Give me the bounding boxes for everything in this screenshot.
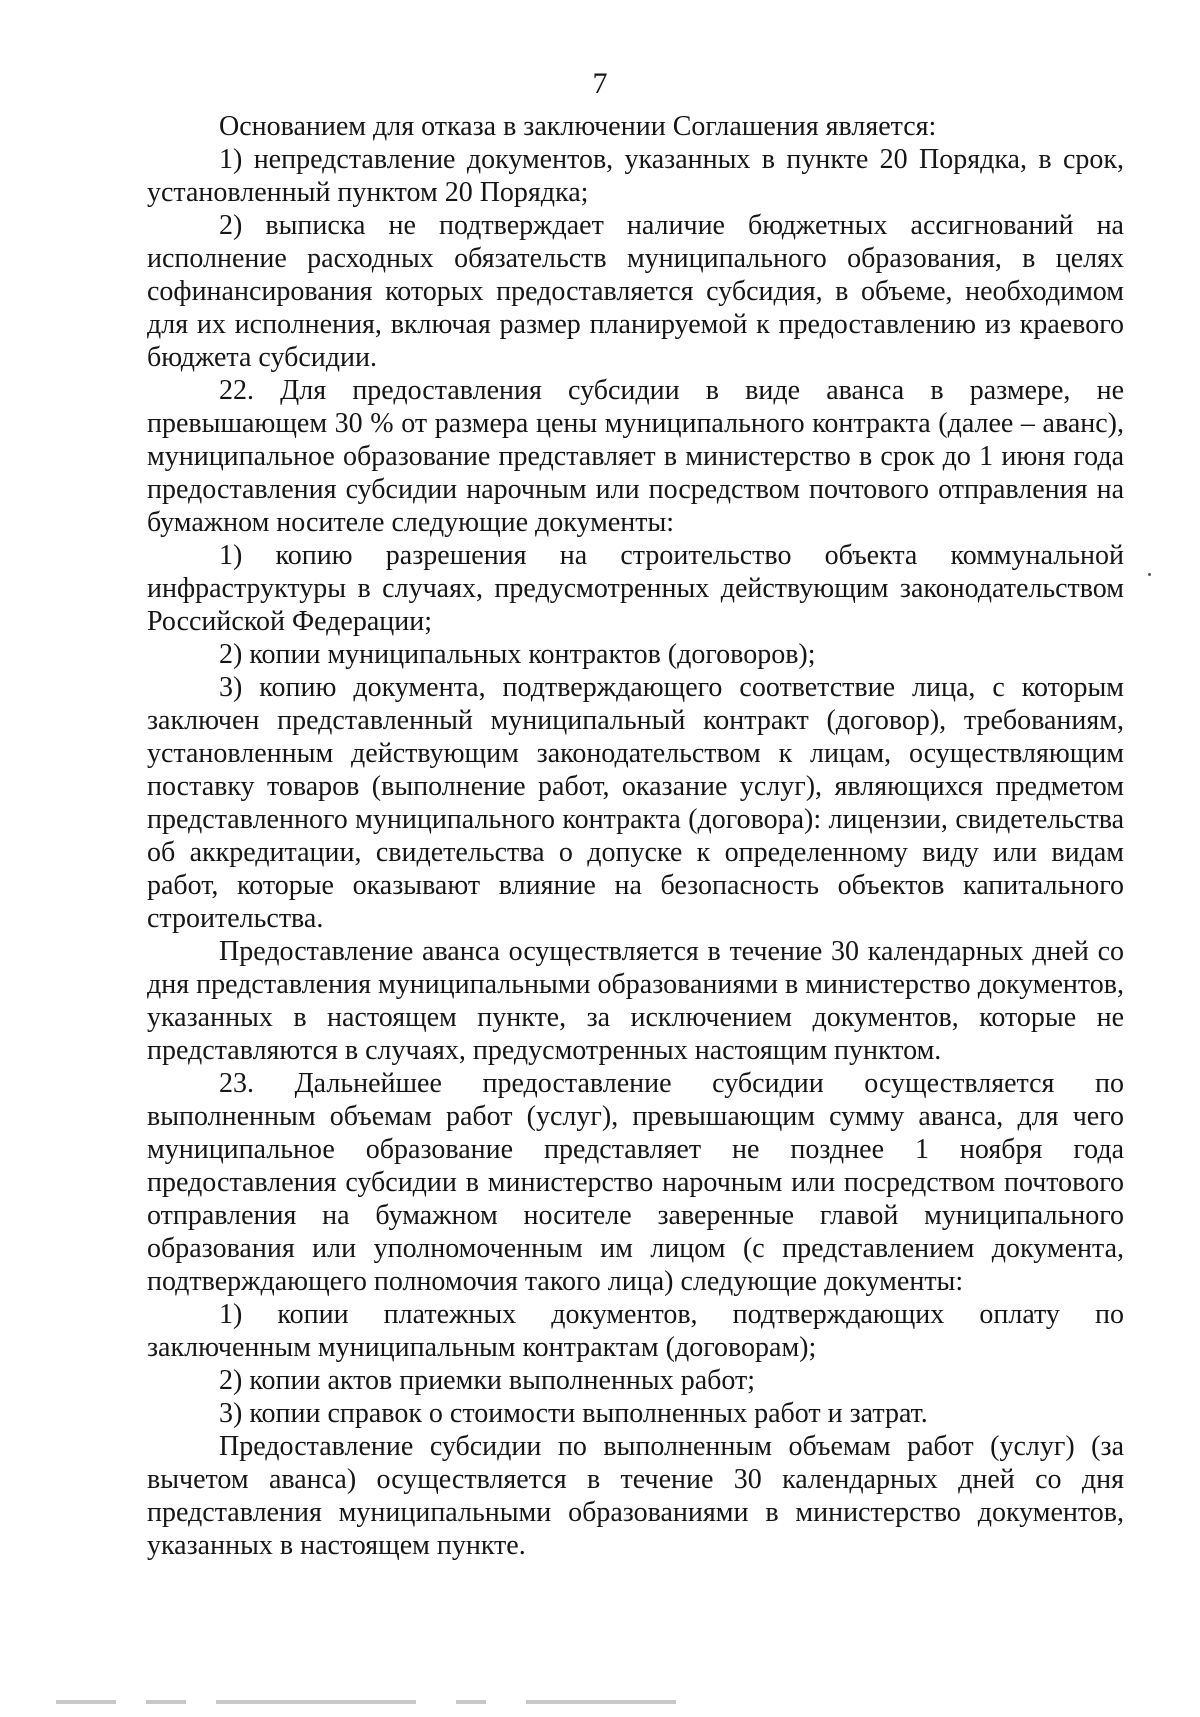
scan-edge-marks [56,1700,716,1706]
paragraph-clause-22-item-3: 3) копию документа, подтверждающего соответствие лица, с которым заключен представленный муниципальный контракт (договор), требованиям, установленным действующим законодательством к лицам, осуществляющим поставку товаров (выполнение работ, оказание услуг), являющихся предметом представленного муниципального контракта (договора): лицензии, свидетельства об аккредитации, свидетельства о допуске к определенному виду или видам работ, которые оказывают влияние на безопасность объектов капитального строительства. [147,672,1124,934]
paragraph-clause-22: 22. Для предоставления субсидии в виде аванса в размере, не превышающем 30 % от размера цены муниципального контракта (далее – аванс), муниципальное образование представляет в министерство в срок до 1 июня года предоставления субсидии нарочным или посредством почтового отправления на бумажном носителе следующие документы: [147,375,1124,538]
paragraph-refusal-item-1: 1) непредставление документов, указанных в пункте 20 Порядка, в срок, установленный пунктом 20 Порядка; [147,144,1124,208]
paragraph-refusal-item-2: 2) выписка не подтверждает наличие бюджетных ассигнований на исполнение расходных обязательств муниципального образования, в целях софинансирования которых предоставляется субсидия, в объеме, необходимом для их исполнения, включая размер планируемой к предоставлению из краевого бюджета субсидии. [147,210,1124,373]
paragraph-clause-22-item-2: 2) копии муниципальных контрактов (договоров); [219,639,816,670]
paragraph-clause-23-item-2: 2) копии актов приемки выполненных работ; [219,1365,756,1396]
paragraph-clause-23-item-1: 1) копии платежных документов, подтверждающих оплату по заключенным муниципальным контрактам (договорам); [147,1299,1124,1363]
paragraph-clause-22-item-1: 1) копию разрешения на строительство объекта коммунальной инфраструктуры в случаях, предусмотренных действующим законодательством Российской Федерации; [147,540,1124,637]
page-number: 7 [592,67,608,100]
paragraph-advance-terms: Предоставление аванса осуществляется в течение 30 календарных дней со дня представления муниципальными образованиями в министерство документов, указанных в настоящем пункте, за исключением документов, которые не представляются в случаях, предусмотренных настоящим пунктом. [147,936,1124,1066]
paragraph-clause-23: 23. Дальнейшее предоставление субсидии осуществляется по выполненным объемам работ (услуг), превышающим сумму аванса, для чего муниципальное образование представляет не позднее 1 ноября года предоставления субсидии в министерство нарочным или посредством почтового отправления на бумажном носителе заверенные главой муниципального образования или уполномоченным им лицом (с представлением документа, подтверждающего полномочия такого лица) следующие документы: [147,1068,1124,1297]
paragraph-refusal-grounds: Основанием для отказа в заключении Соглашения является: [219,111,937,142]
paragraph-clause-23-item-3: 3) копии справок о стоимости выполненных работ и затрат. [219,1398,928,1429]
scan-speck [1148,573,1151,576]
paragraph-subsidy-terms: Предоставление субсидии по выполненным объемам работ (услуг) (за вычетом аванса) осуществляется в течение 30 календарных дней со дня представления муниципальными образованиями в министерство документов, указанных в настоящем пункте. [147,1431,1124,1561]
document-body [147,110,1124,1562]
